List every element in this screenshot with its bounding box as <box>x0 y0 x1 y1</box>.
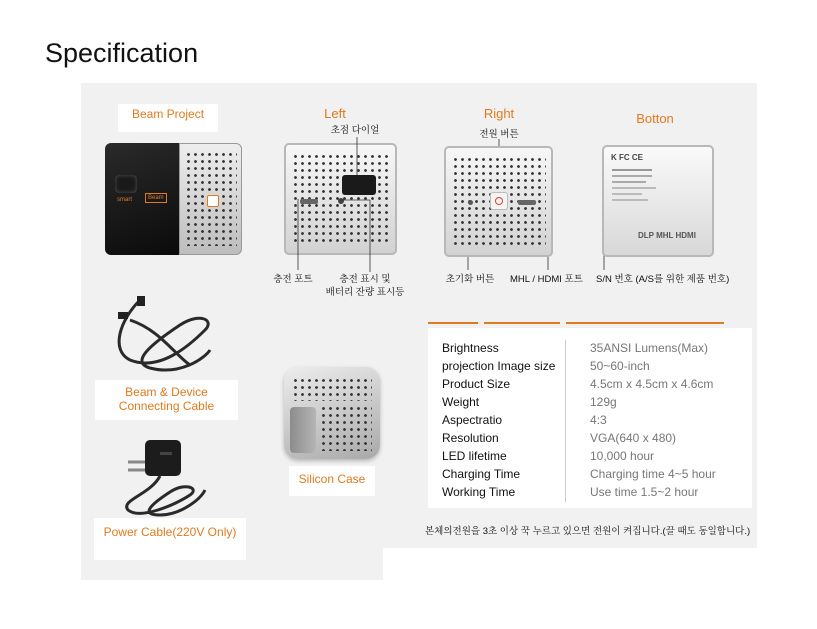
spec-key: LED lifetime <box>442 449 507 463</box>
spec-key: Charging Time <box>442 467 521 481</box>
spec-key: projection Image size <box>442 359 556 373</box>
power-cable-label: Power Cable(220V Only) <box>94 518 246 560</box>
spec-value: Use time 1.5~2 hour <box>590 485 699 499</box>
spec-divider <box>565 340 566 502</box>
silicon-case-image <box>284 367 380 459</box>
spec-top-rule-2 <box>484 322 560 324</box>
bottom-view-header: Botton <box>636 111 674 126</box>
power-button-label: 전원 버튼 <box>479 129 519 140</box>
spec-value: 10,000 hour <box>590 449 655 463</box>
dlp-mhl-hdmi-logo: DLP MHL HDMI <box>638 231 696 240</box>
charge-port-label: 충전 포트 <box>273 274 313 285</box>
spec-value: 4:3 <box>590 413 607 427</box>
front-brand-logo: Beam <box>145 193 167 203</box>
spec-key: Product Size <box>442 377 511 391</box>
spec-key: Weight <box>442 395 480 409</box>
power-on-note: 본체의전원을 3초 이상 꾹 누르고 있으면 전원이 켜집니다.(끌 때도 동일합니다.) <box>425 526 751 537</box>
charge-indicator-label: 충전 표시 및 배터리 잔량 표시등 <box>325 274 405 298</box>
spec-top-rule-3 <box>566 322 724 324</box>
silicon-case-label: Silicon Case <box>289 466 375 496</box>
right-view-header: Right <box>483 106 515 121</box>
spec-value: VGA(640 x 480) <box>590 431 677 445</box>
spec-value: 35ANSI Lumens(Max) <box>590 341 709 355</box>
mhl-hdmi-port-label: MHL / HDMI 포트 <box>510 274 583 285</box>
spec-key: Resolution <box>442 431 499 445</box>
spec-key: Aspectratio <box>442 413 503 427</box>
spec-value: 4.5cm x 4.5cm x 4.6cm <box>590 377 714 391</box>
page-title: Specification <box>45 38 199 68</box>
spec-value: 50~60-inch <box>590 359 650 373</box>
certification-marks: K FC CE <box>611 153 643 162</box>
connecting-cable-label: Beam & Device Connecting Cable <box>95 380 238 420</box>
left-view-header: Left <box>324 106 346 121</box>
focus-dial-label: 초점 다이얼 <box>330 125 380 136</box>
reset-button-label: 초기화 버튼 <box>445 274 495 285</box>
spec-key: Brightness <box>442 341 499 355</box>
spec-value: Charging time 4~5 hour <box>590 467 716 481</box>
spec-top-rule-1 <box>428 322 478 324</box>
front-brand-text: smart <box>117 197 132 203</box>
spec-key: Working Time <box>442 485 516 499</box>
beam-project-label: Beam Project <box>118 104 218 132</box>
serial-number-label: S/N 번호 (A/S를 위한 제품 번호) <box>596 274 730 285</box>
spec-value: 129g <box>590 395 617 409</box>
